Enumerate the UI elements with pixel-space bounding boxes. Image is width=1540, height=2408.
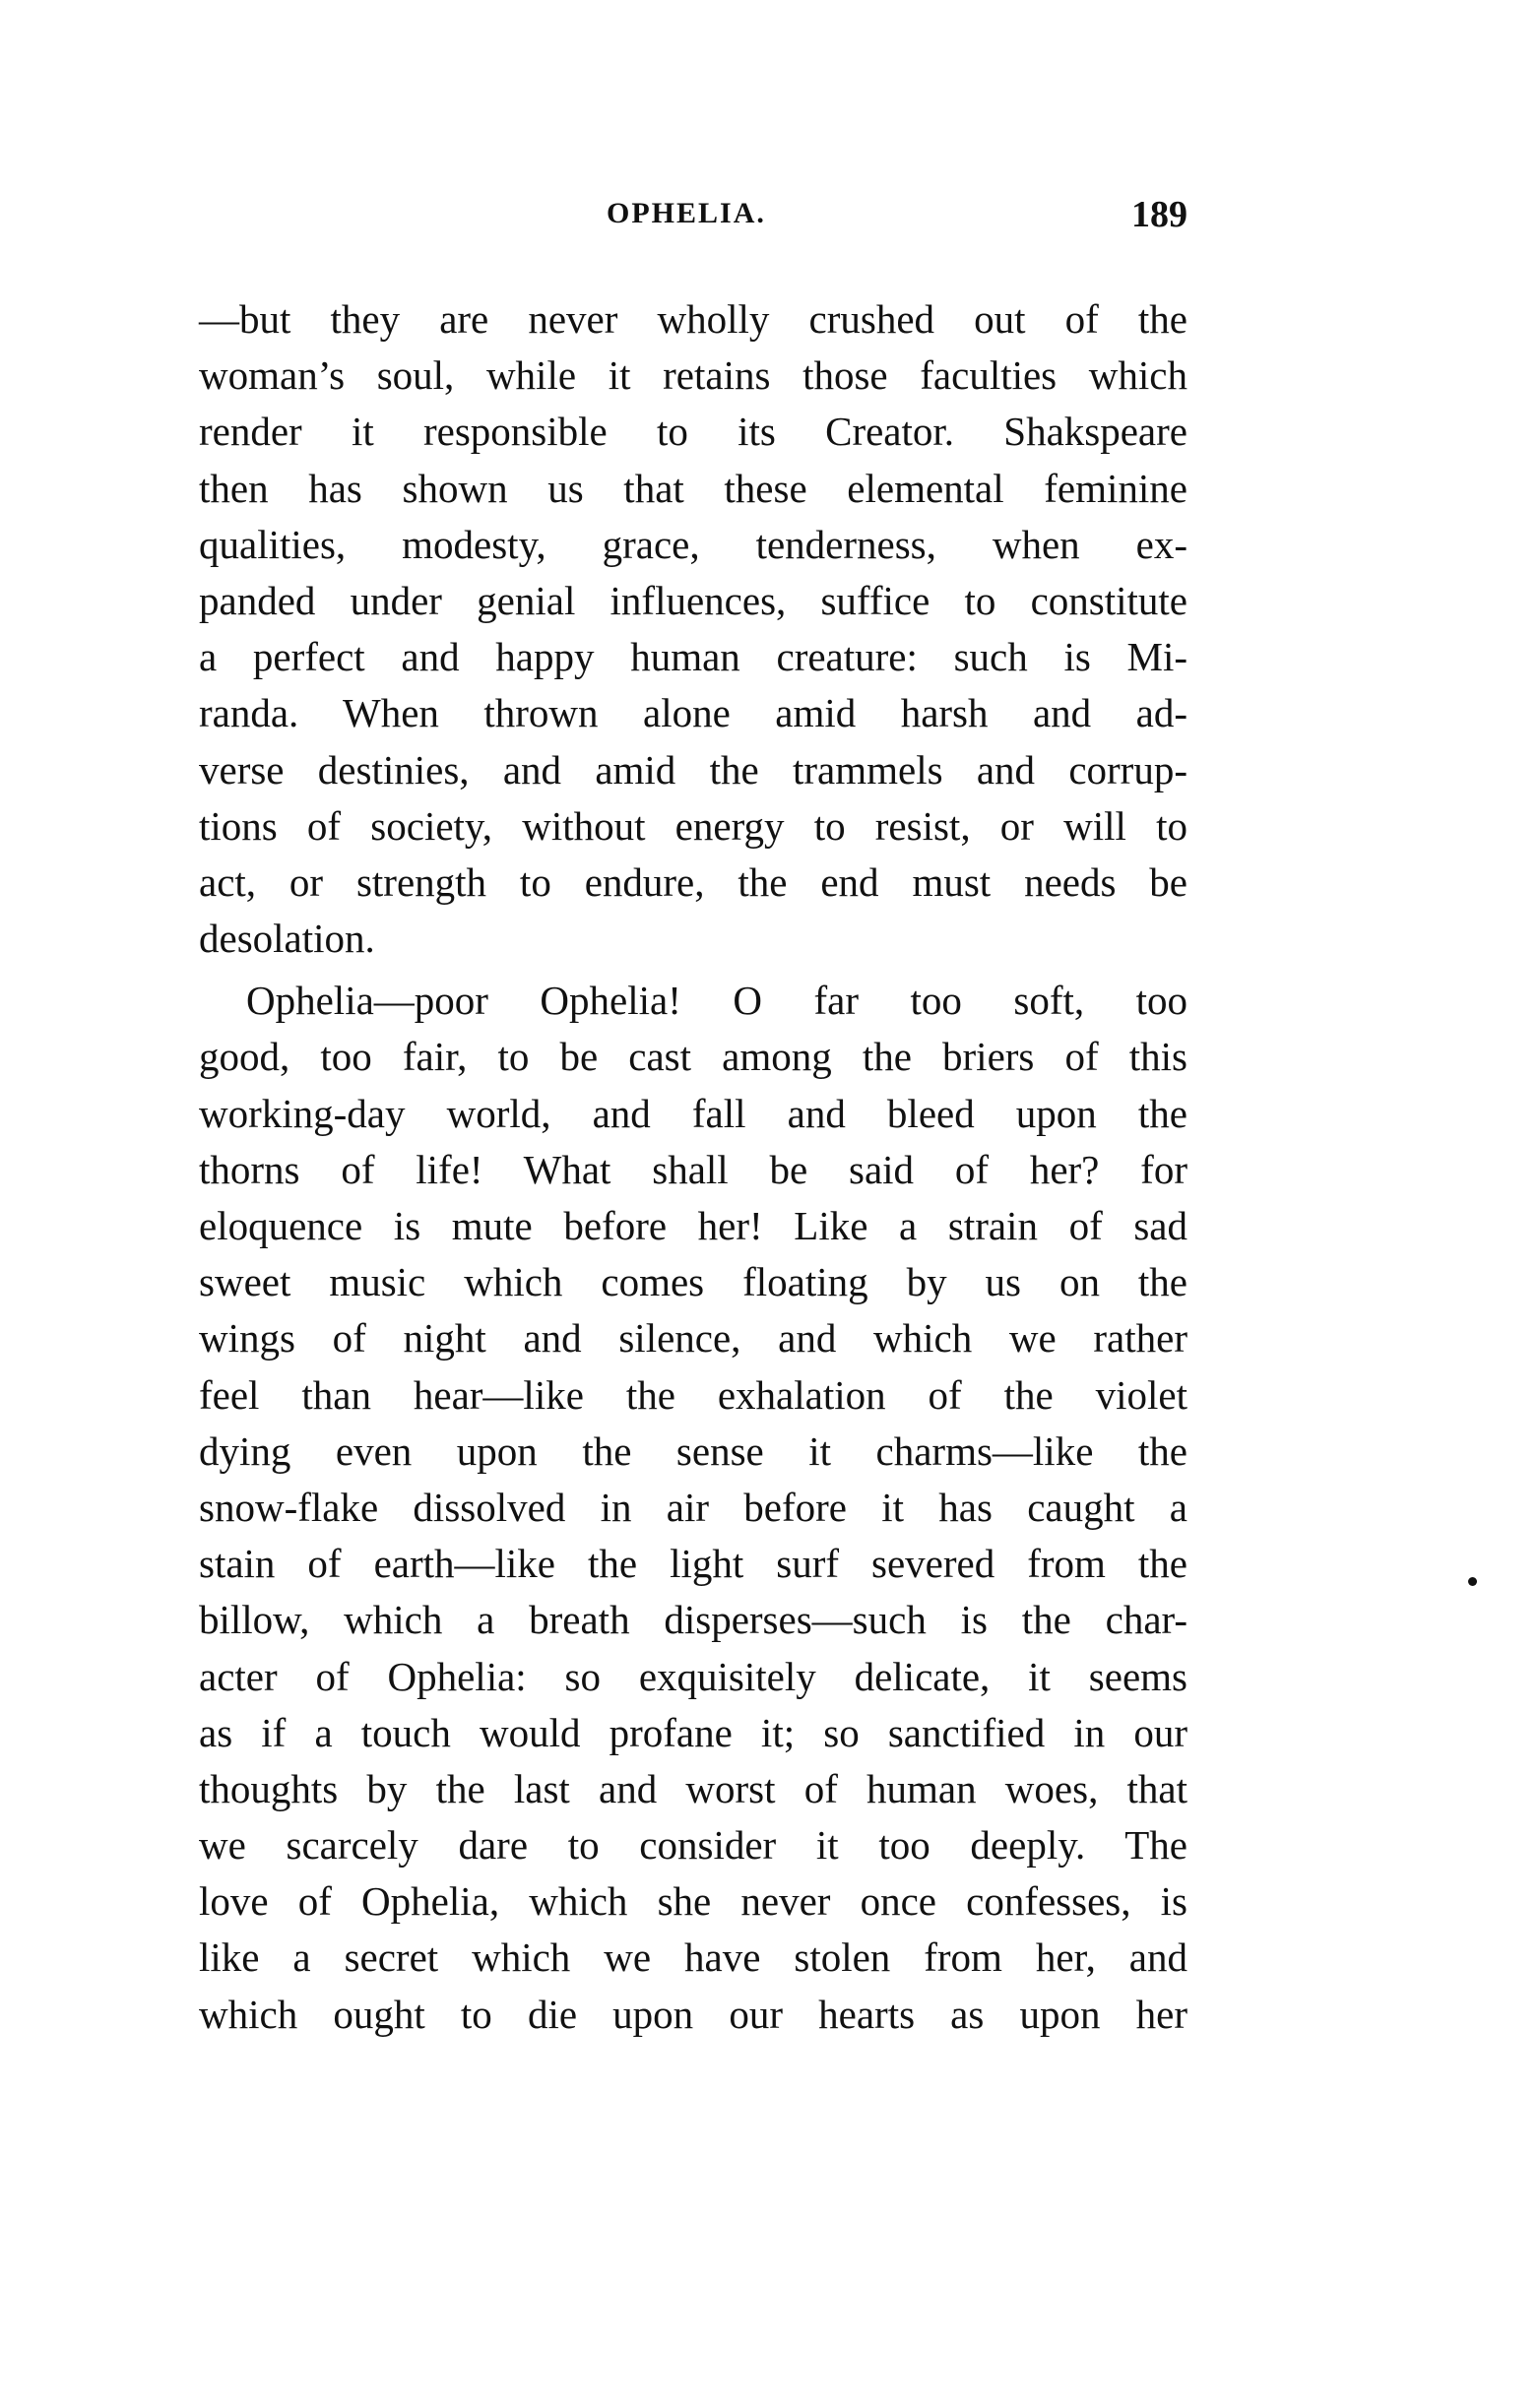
text-line: working-day world, and fall and bleed upon the <box>199 1090 1187 1136</box>
paragraph-1 <box>199 291 1187 967</box>
text-line: snow-flake dissolved in air before it has caught a <box>199 1484 1187 1530</box>
text-line: stain of earth—like the light surf severed from the <box>199 1541 1187 1587</box>
text-line: thoughts by the last and worst of human woes, that <box>199 1765 1187 1811</box>
text-line: love of Ophelia, which she never once confesses, is <box>199 1878 1187 1925</box>
text-line: qualities, modesty, grace, tenderness, when ex- <box>199 521 1187 567</box>
text-line: eloquence is mute before her! Like a strain of sad <box>199 1203 1187 1248</box>
text-line: randa. When thrown alone amid harsh and ad- <box>199 690 1187 736</box>
text-line: then has shown us that these elemental feminine <box>199 465 1187 511</box>
text-line: billow, which a breath disperses—such is the char- <box>199 1597 1187 1643</box>
text-line: feel than hear—like the exhalation of the violet <box>199 1371 1187 1418</box>
text-line: which ought to die upon our hearts as upon her <box>199 1991 1187 2037</box>
text-line: render it responsible to its Creator. Shakspeare <box>199 409 1187 455</box>
page-header <box>197 194 1187 246</box>
text-line: thorns of life! What shall be said of her? for <box>199 1146 1187 1192</box>
text-line: sweet music which comes floating by us on the <box>199 1259 1187 1305</box>
text-line: we scarcely dare to consider it too deeply. The <box>199 1822 1187 1869</box>
text-line: dying even upon the sense it charms—like the <box>199 1427 1187 1474</box>
text-line: Ophelia—poor Ophelia! O far too soft, too <box>246 978 1187 1024</box>
text-line: wings of night and silence, and which we rather <box>199 1315 1187 1362</box>
text-line: panded under genial influences, suffice to constitute <box>199 577 1187 623</box>
text-line: desolation. <box>199 916 375 962</box>
text-line: good, too fair, to be cast among the briers of this <box>199 1034 1187 1080</box>
text-line: act, or strength to endure, the end must needs be <box>199 858 1187 905</box>
text-line: like a secret which we have stolen from her, and <box>199 1934 1187 1981</box>
text-line: woman’s soul, while it retains those faculties which <box>199 352 1187 399</box>
paragraph-2 <box>199 973 1187 2043</box>
text-line: verse destinies, and amid the trammels and corrup- <box>199 746 1187 792</box>
text-line: acter of Ophelia: so exquisitely delicate, it seems <box>199 1653 1187 1699</box>
running-head: OPHELIA. <box>607 197 766 229</box>
text-line: a perfect and happy human creature: such is Mi- <box>199 634 1187 680</box>
text-line: as if a touch would profane it; so sanctified in our <box>199 1709 1187 1755</box>
text-line: tions of society, without energy to resist, or will to <box>199 802 1187 849</box>
page-number: 189 <box>1131 194 1187 235</box>
text-line: —but they are never wholly crushed out of the <box>199 296 1187 342</box>
page-body <box>199 291 1187 2043</box>
scan-speck <box>1468 1577 1477 1586</box>
